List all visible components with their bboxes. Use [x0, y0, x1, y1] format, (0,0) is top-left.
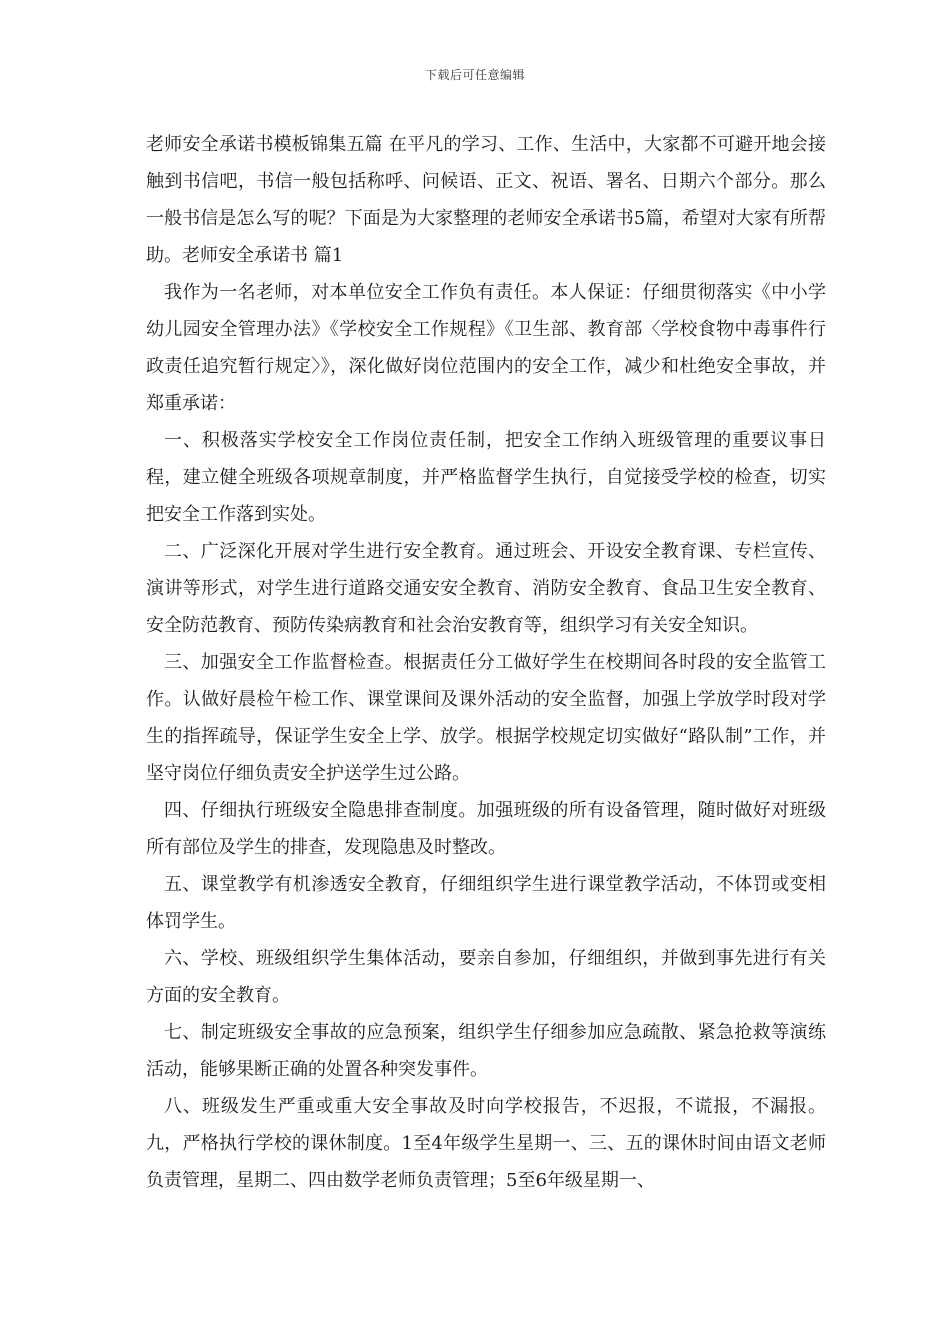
page-header-note: 下载后可任意编辑: [424, 68, 525, 82]
document-body: [146, 126, 826, 1199]
paragraph-item-1: 一、积极落实学校安全工作岗位责任制，把安全工作纳入班级管理的重要议事日程，建立健全班级各项规章制度，并严格监督学生执行，自觉接受学校的检查，切实把安全工作落到实处。: [146, 430, 826, 525]
paragraph-pledge-intro: 我作为一名老师，对本单位安全工作负有责任。本人保证：仔细贯彻落实《中小学幼儿园安全管理办法》《学校安全工作规程》《卫生部、教育部〈学校食物中毒事件行政责任追究暂行规定〉》，深化做好岗位范围内的安全工作，减少和杜绝安全事故，并郑重承诺：: [146, 282, 826, 414]
paragraph-item-3: 三、加强安全工作监督检查。根据责任分工做好学生在校期间各时段的安全监管工作。认做好晨检午检工作、课堂课间及课外活动的安全监督，加强上学放学时段对学生的指挥疏导，保证学生安全上学、放学。根据学校规定切实做好“路队制”工作，并坚守岗位仔细负责安全护送学生过公路。: [146, 652, 826, 784]
intro-paragraph: 老师安全承诺书模板锦集五篇 在平凡的学习、工作、生活中，大家都不可避开地会接触到书信吧，书信一般包括称呼、问候语、正文、祝语、署名、日期六个部分。那么一般书信是怎么写的呢？下面是为大家整理的老师安全承诺书5篇，希望对大家有所帮助。老师安全承诺书 篇1: [146, 134, 826, 266]
paragraph-item-5: 五、课堂教学有机渗透安全教育，仔细组织学生进行课堂教学活动，不体罚或变相体罚学生。: [146, 874, 826, 932]
paragraph-item-6: 六、学校、班级组织学生集体活动，要亲自参加，仔细组织，并做到事先进行有关方面的安全教育。: [146, 948, 826, 1006]
paragraph-item-2: 二、广泛深化开展对学生进行安全教育。通过班会、开设安全教育课、专栏宣传、演讲等形式，对学生进行道路交通安安全教育、消防安全教育、食品卫生安全教育、安全防范教育、预防传染病教育和社会治安教育等，组织学习有关安全知识。: [146, 541, 826, 636]
paragraph-item-4: 四、仔细执行班级安全隐患排查制度。加强班级的所有设备管理，随时做好对班级所有部位及学生的排查，发现隐患及时整改。: [146, 800, 826, 858]
paragraph-item-8: 八、班级发生严重或重大安全事故及时向学校报告，不迟报，不谎报，不漏报。 九，严格执行学校的课休制度。1至4年级学生星期一、三、五的课休时间由语文老师负责管理，星期二、四由数学老师负责管理；5至6年级星期一、: [146, 1096, 826, 1191]
paragraph-item-7: 七、制定班级安全事故的应急预案，组织学生仔细参加应急疏散、紧急抢救等演练活动，能够果断正确的处置各种突发事件。: [146, 1022, 826, 1080]
